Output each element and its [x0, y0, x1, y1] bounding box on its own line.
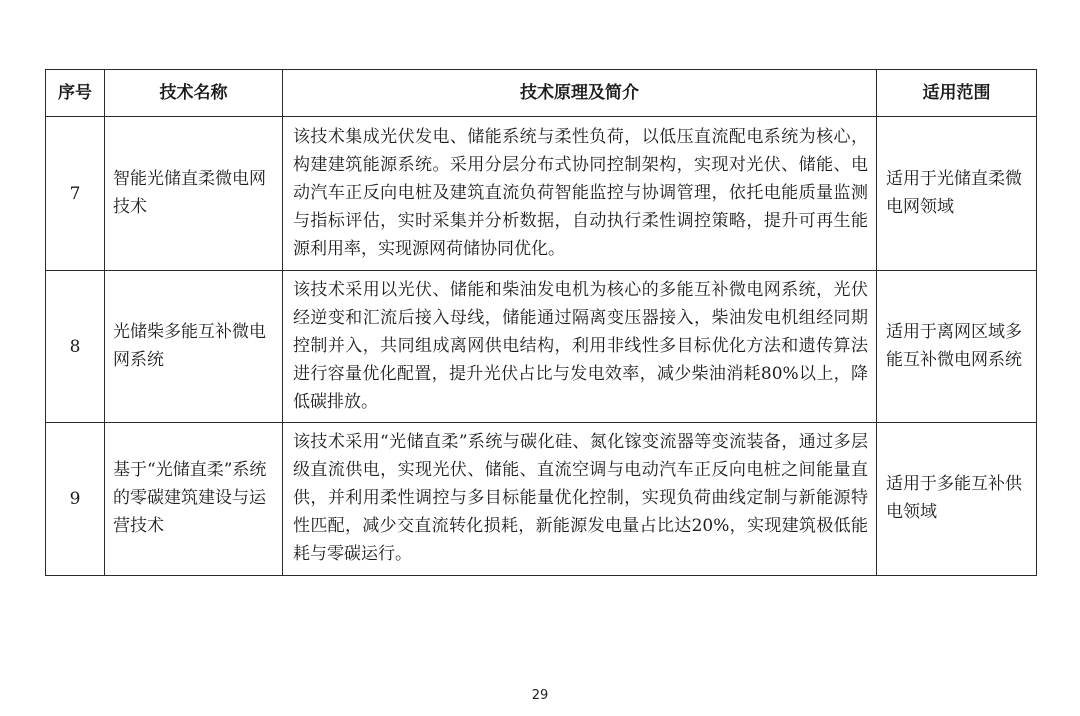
row-technology-name: 基于“光储直柔”系统的零碳建筑建设与运营技术: [105, 423, 283, 576]
row-application-scope: 适用于光储直柔微电网领域: [877, 117, 1037, 271]
row-technology-name: 光储柴多能互补微电网系统: [105, 271, 283, 423]
row-technology-principle: 该技术集成光伏发电、储能系统与柔性负荷，以低压直流配电系统为核心，构建建筑能源系统。采用分层分布式协同控制架构，实现对光伏、储能、电动汽车正反向电桩及建筑直流负荷智能监控与协调管理，依托电能质量监测与指标评估，实时采集并分析数据，自动执行柔性调控策略，提升可再生能源利用率，实现源网荷储协同优化。: [283, 117, 877, 271]
technology-table: [45, 69, 1037, 576]
row-technology-principle: 该技术采用“光储直柔”系统与碳化硅、氮化镓变流器等变流装备，通过多层级直流供电，实现光伏、储能、直流空调与电动汽车正反向电桩之间能量直供，并利用柔性调控与多目标能量优化控制，实现负荷曲线定制与新能源特性匹配，减少交直流转化损耗，新能源发电量占比达20%，实现建筑极低能耗与零碳运行。: [283, 423, 877, 576]
table-row: [46, 271, 1037, 423]
row-serial-number: 9: [46, 423, 105, 576]
row-technology-principle: 该技术采用以光伏、储能和柴油发电机为核心的多能互补微电网系统，光伏经逆变和汇流后接入母线，储能通过隔离变压器接入，柴油发电机组经同期控制并入，共同组成离网供电结构，利用非线性多目标优化方法和遗传算法进行容量优化配置，提升光伏占比与发电效率，减少柴油消耗80%以上，降低碳排放。: [283, 271, 877, 423]
page-number: 29: [531, 688, 549, 703]
table-row: [46, 117, 1037, 271]
header-technology-principle: 技术原理及简介: [283, 70, 877, 117]
table-header-row: [46, 70, 1037, 117]
header-application-scope: 适用范围: [877, 70, 1037, 117]
row-serial-number: 8: [46, 271, 105, 423]
row-serial-number: 7: [46, 117, 105, 271]
header-serial-number: 序号: [46, 70, 105, 117]
row-technology-name: 智能光储直柔微电网技术: [105, 117, 283, 271]
row-application-scope: 适用于多能互补供电领域: [877, 423, 1037, 576]
table-row: [46, 423, 1037, 576]
row-application-scope: 适用于离网区域多能互补微电网系统: [877, 271, 1037, 423]
header-technology-name: 技术名称: [105, 70, 283, 117]
